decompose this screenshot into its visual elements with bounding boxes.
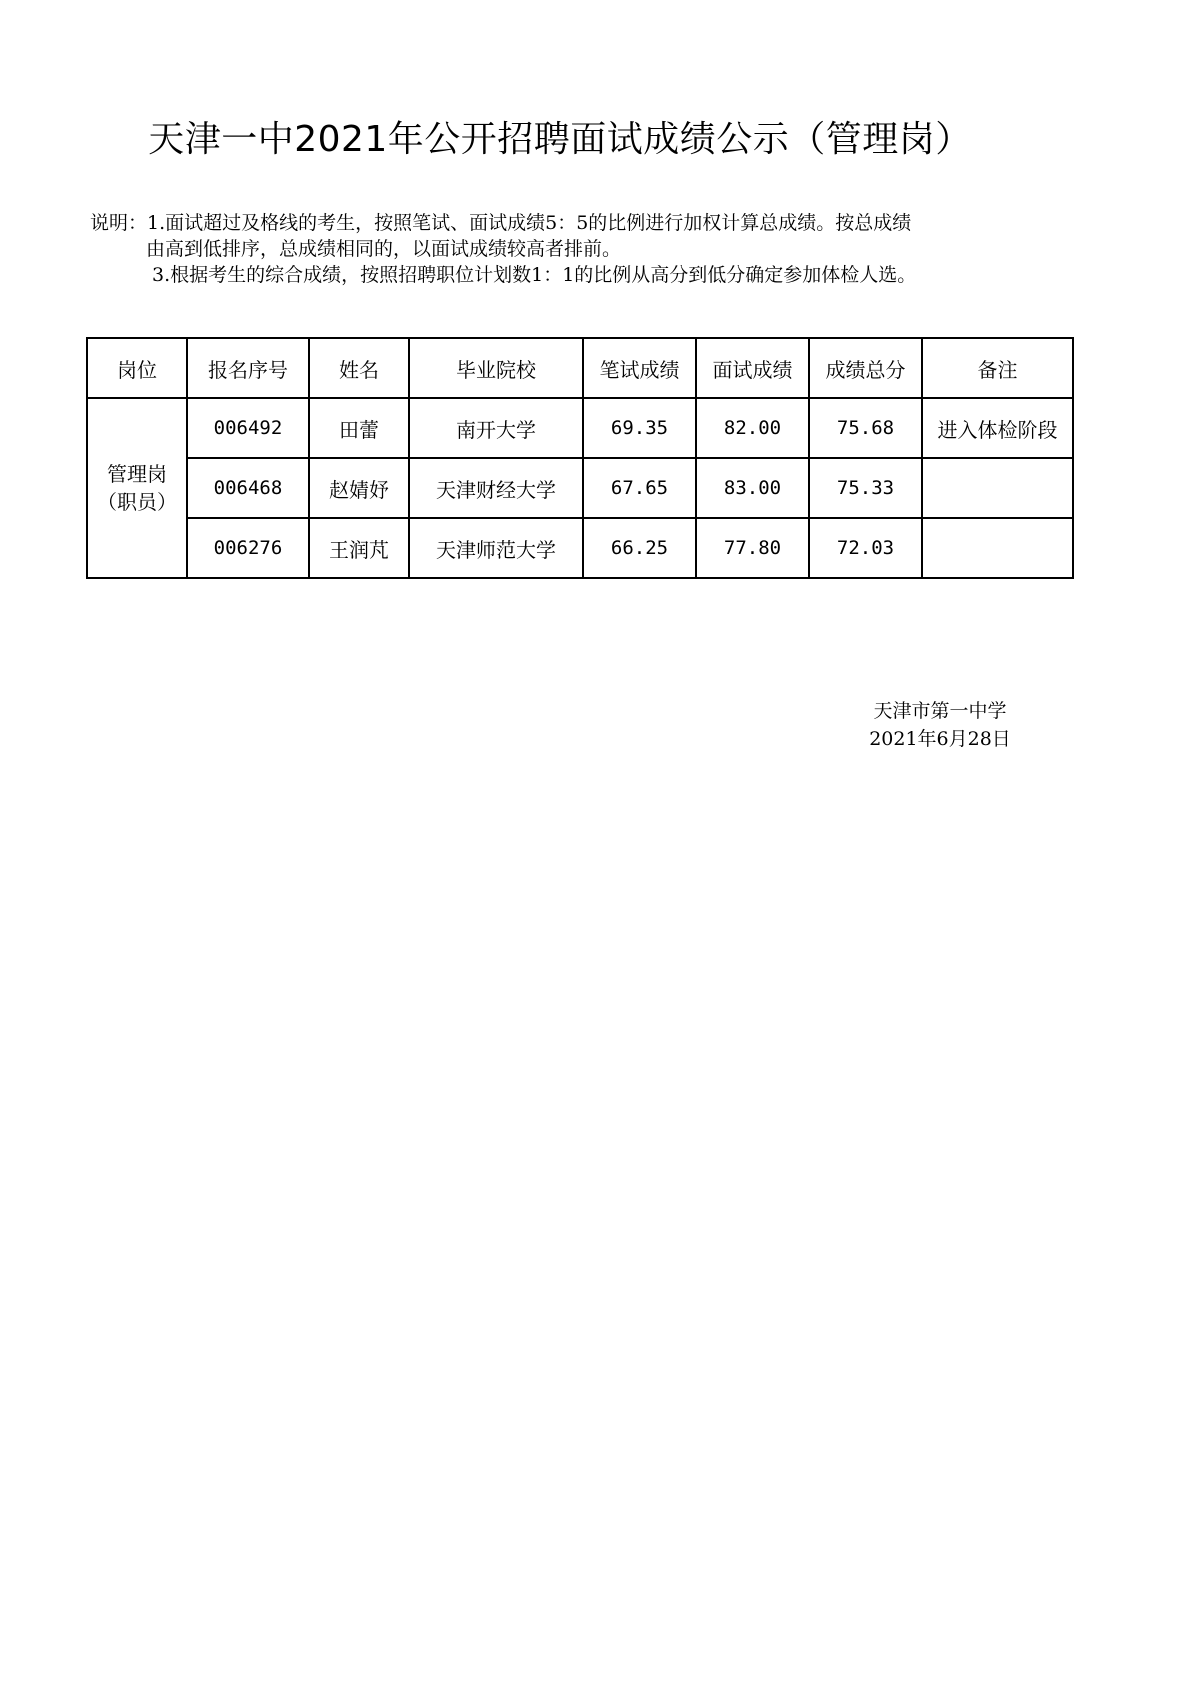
table-row xyxy=(87,518,1073,578)
table-header-row xyxy=(87,338,1073,398)
cell-registration-id: 006468 xyxy=(187,458,309,518)
header-remark: 备注 xyxy=(922,338,1073,398)
table-row xyxy=(87,398,1073,458)
note-line-1: 说明：1.面试超过及格线的考生，按照笔试、面试成绩5：5的比例进行加权计算总成绩。按总成绩 xyxy=(90,212,912,234)
position-line-2: （职员） xyxy=(97,490,177,514)
cell-written-score: 66.25 xyxy=(583,518,696,578)
score-table xyxy=(86,337,1074,579)
issue-date: 2021年6月28日 xyxy=(869,728,1011,750)
cell-registration-id: 006276 xyxy=(187,518,309,578)
cell-remark xyxy=(922,518,1073,578)
cell-total-score: 75.68 xyxy=(809,398,922,458)
cell-total-score: 72.03 xyxy=(809,518,922,578)
cell-remark xyxy=(922,458,1073,518)
cell-registration-id: 006492 xyxy=(187,398,309,458)
header-registration-id: 报名序号 xyxy=(187,338,309,398)
cell-school: 天津师范大学 xyxy=(409,518,583,578)
notes-section xyxy=(90,210,1070,288)
cell-name: 赵婧妤 xyxy=(309,458,409,518)
cell-school: 南开大学 xyxy=(409,398,583,458)
cell-remark: 进入体检阶段 xyxy=(922,398,1073,458)
header-written-score: 笔试成绩 xyxy=(583,338,696,398)
cell-written-score: 67.65 xyxy=(583,458,696,518)
page-title: 天津一中2021年公开招聘面试成绩公示（管理岗） xyxy=(148,119,972,160)
header-position: 岗位 xyxy=(87,338,187,398)
cell-total-score: 75.33 xyxy=(809,458,922,518)
signature-block xyxy=(820,697,1060,753)
header-name: 姓名 xyxy=(309,338,409,398)
note-line-2: 由高到低排序，总成绩相同的，以面试成绩较高者排前。 xyxy=(146,238,622,260)
cell-interview-score: 77.80 xyxy=(696,518,809,578)
cell-interview-score: 83.00 xyxy=(696,458,809,518)
issuing-organization: 天津市第一中学 xyxy=(873,700,1007,722)
cell-school: 天津财经大学 xyxy=(409,458,583,518)
header-school: 毕业院校 xyxy=(409,338,583,398)
cell-interview-score: 82.00 xyxy=(696,398,809,458)
position-cell xyxy=(87,398,187,578)
header-total-score: 成绩总分 xyxy=(809,338,922,398)
header-interview-score: 面试成绩 xyxy=(696,338,809,398)
table-row xyxy=(87,458,1073,518)
position-line-1: 管理岗 xyxy=(107,462,167,486)
cell-name: 王润芃 xyxy=(309,518,409,578)
cell-written-score: 69.35 xyxy=(583,398,696,458)
note-line-3: 3.根据考生的综合成绩，按照招聘职位计划数1：1的比例从高分到低分确定参加体检人选。 xyxy=(152,264,917,286)
cell-name: 田蕾 xyxy=(309,398,409,458)
